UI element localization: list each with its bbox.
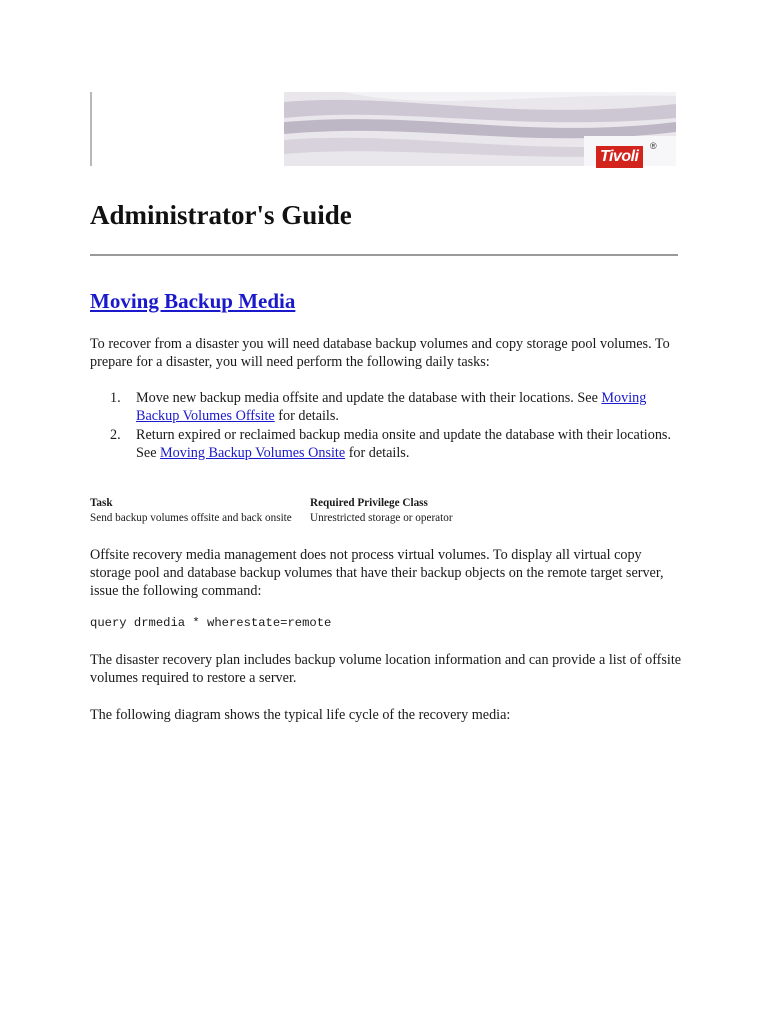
list-number: 1.: [110, 390, 121, 406]
command-example: query drmedia * wherestate=remote: [90, 616, 332, 630]
virtual-volumes-paragraph: Offsite recovery media management does not process virtual volumes. To display all virtual copy storage pool and database backup volumes that have their backup objects on the remote target server, issue the following command:: [90, 547, 664, 599]
table-cell-privilege: Unrestricted storage or operator: [310, 512, 453, 524]
banner-divider: [90, 92, 92, 166]
list-text-after: for details.: [274, 408, 339, 424]
title-divider: [90, 254, 678, 256]
table-cell-task: Send backup volumes offsite and back onsite: [90, 512, 292, 524]
table-header-row: [90, 496, 453, 511]
list-item: [110, 426, 682, 462]
tivoli-logo: Tivoli: [596, 146, 643, 168]
section-heading-link[interactable]: Moving Backup Media: [90, 289, 296, 313]
table-row: [90, 511, 453, 526]
page-title: Administrator's Guide: [90, 200, 352, 230]
list-item: [110, 389, 682, 425]
column-header-privilege: Required Privilege Class: [310, 497, 428, 509]
column-header-task: Task: [90, 497, 113, 509]
intro-paragraph: To recover from a disaster you will need database backup volumes and copy storage pool volumes. To prepare for a disaster, you will need perform the following daily tasks:: [90, 336, 670, 370]
registered-mark: ®: [650, 141, 657, 151]
privilege-table: [90, 496, 453, 526]
list-text-after: for details.: [345, 445, 410, 461]
daily-tasks-list: [110, 389, 682, 463]
diagram-intro-paragraph: The following diagram shows the typical life cycle of the recovery media:: [90, 707, 511, 723]
moving-onsite-link[interactable]: Moving Backup Volumes Onsite: [160, 445, 346, 461]
list-number: 2.: [110, 427, 121, 443]
list-text: Return expired or reclaimed backup media onsite and update the database with their locations. See: [136, 427, 671, 461]
list-text: Move new backup media offsite and update the database with their locations. See: [136, 390, 602, 406]
moving-offsite-link[interactable]: Moving Backup Volumes Offsite: [136, 390, 647, 424]
header-banner: [90, 92, 676, 166]
plan-paragraph: The disaster recovery plan includes backup volume location information and can provide a list of offsite volumes required to restore a server.: [90, 652, 682, 686]
